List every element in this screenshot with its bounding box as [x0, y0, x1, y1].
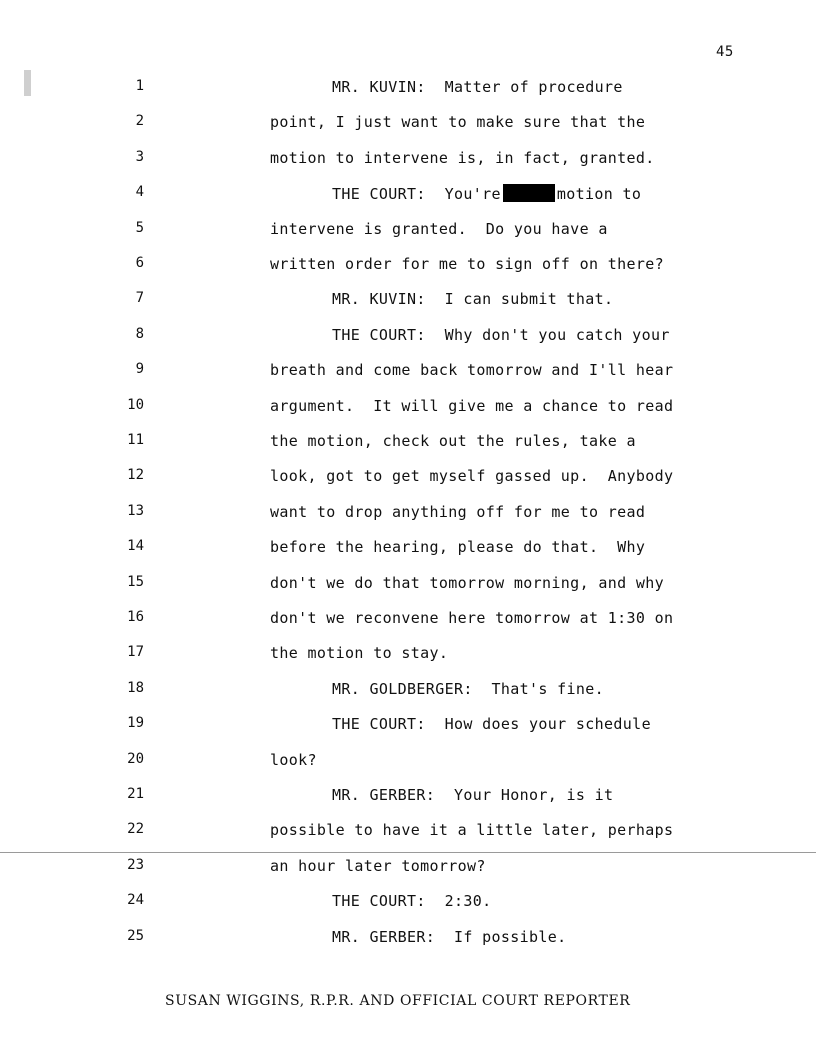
- line-number: 12: [127, 467, 144, 484]
- page-divider-line: [0, 852, 816, 853]
- line-number: 1: [135, 78, 144, 94]
- line-text: point, I just want to make sure that the: [270, 113, 646, 132]
- line-number: 21: [127, 786, 144, 802]
- transcript-line: [0, 290, 816, 326]
- line-text: want to drop anything off for me to read: [270, 502, 646, 521]
- line-text: possible to have it a little later, perhaps: [270, 821, 674, 840]
- transcript-line: [0, 857, 816, 893]
- transcript-line: [0, 786, 816, 822]
- line-number: 10: [127, 396, 144, 413]
- line-number: 25: [127, 927, 144, 944]
- line-text: don't we do that tomorrow morning, and why: [270, 573, 664, 592]
- transcript-line: [0, 892, 816, 928]
- transcript-line: [0, 113, 816, 149]
- line-number: 14: [127, 538, 144, 555]
- court-reporter-footer: SUSAN WIGGINS, R.P.R. AND OFFICIAL COURT REPORTER: [165, 993, 631, 1009]
- line-number: 15: [127, 573, 144, 590]
- transcript-line: [0, 503, 816, 539]
- line-text: THE COURT: Why don't you catch your: [332, 325, 670, 344]
- transcript-line: [0, 715, 816, 751]
- line-number: 2: [135, 113, 144, 130]
- line-text: the motion to stay.: [270, 644, 449, 663]
- line-number: 22: [127, 821, 144, 838]
- line-text: THE COURT: 2:30.: [332, 892, 492, 911]
- line-text: look, got to get myself gassed up. Anybody: [270, 467, 674, 486]
- line-number: 4: [135, 184, 144, 201]
- transcript-line: [0, 680, 816, 716]
- line-text: THE COURT: How does your schedule: [332, 715, 651, 734]
- line-number: 17: [127, 644, 144, 661]
- redaction-block: [503, 184, 555, 202]
- transcript-line: [0, 432, 816, 468]
- line-number: 24: [127, 892, 144, 909]
- line-number: 3: [135, 148, 144, 165]
- transcript-line: [0, 609, 816, 645]
- transcript-line: [0, 928, 816, 964]
- line-number: 5: [135, 219, 144, 236]
- transcript-line: [0, 538, 816, 574]
- line-number: 16: [127, 609, 144, 625]
- transcript-line: [0, 467, 816, 503]
- line-text: [332, 184, 641, 203]
- line-text: MR. KUVIN: I can submit that.: [332, 290, 614, 309]
- line-text: argument. It will give me a chance to read: [270, 396, 674, 415]
- transcript-line: [0, 751, 816, 787]
- line-number: 18: [127, 679, 144, 696]
- line-text-after-redaction: motion to: [556, 185, 642, 204]
- transcript-line: [0, 397, 816, 433]
- page-number: 45: [716, 44, 734, 60]
- line-text: breath and come back tomorrow and I'll hear: [270, 361, 674, 380]
- transcript-line: [0, 644, 816, 680]
- line-text: before the hearing, please do that. Why: [270, 538, 646, 557]
- line-text: MR. GOLDBERGER: That's fine.: [332, 679, 605, 698]
- transcript-body: [0, 78, 816, 958]
- transcript-line: [0, 220, 816, 256]
- transcript-line: [0, 574, 816, 610]
- line-number: 7: [135, 290, 144, 307]
- line-text: MR. GERBER: If possible.: [332, 927, 567, 946]
- line-number: 9: [135, 361, 144, 378]
- line-text: MR. GERBER: Your Honor, is it: [332, 786, 614, 804]
- line-text: the motion, check out the rules, take a: [270, 432, 636, 450]
- transcript-line: [0, 255, 816, 291]
- transcript-line: [0, 184, 816, 220]
- transcript-line: [0, 149, 816, 185]
- line-text: written order for me to sign off on there?: [270, 255, 664, 273]
- line-number: 6: [135, 255, 144, 271]
- line-number: 8: [135, 325, 144, 342]
- line-text: don't we reconvene here tomorrow at 1:30 on: [270, 609, 674, 627]
- line-text: look?: [270, 750, 317, 769]
- line-number: 23: [127, 856, 144, 873]
- transcript-line: [0, 326, 816, 362]
- line-number: 19: [127, 715, 144, 732]
- transcript-line: [0, 361, 816, 397]
- line-text: motion to intervene is, in fact, granted.: [270, 148, 655, 167]
- line-text: intervene is granted. Do you have a: [270, 219, 608, 238]
- line-number: 20: [127, 750, 144, 767]
- line-text-before-redaction: THE COURT: You're: [332, 185, 501, 204]
- line-text: MR. KUVIN: Matter of procedure: [332, 78, 623, 96]
- line-number: 11: [127, 432, 144, 448]
- transcript-line: [0, 78, 816, 114]
- line-number: 13: [127, 502, 144, 519]
- line-text: an hour later tomorrow?: [270, 856, 486, 875]
